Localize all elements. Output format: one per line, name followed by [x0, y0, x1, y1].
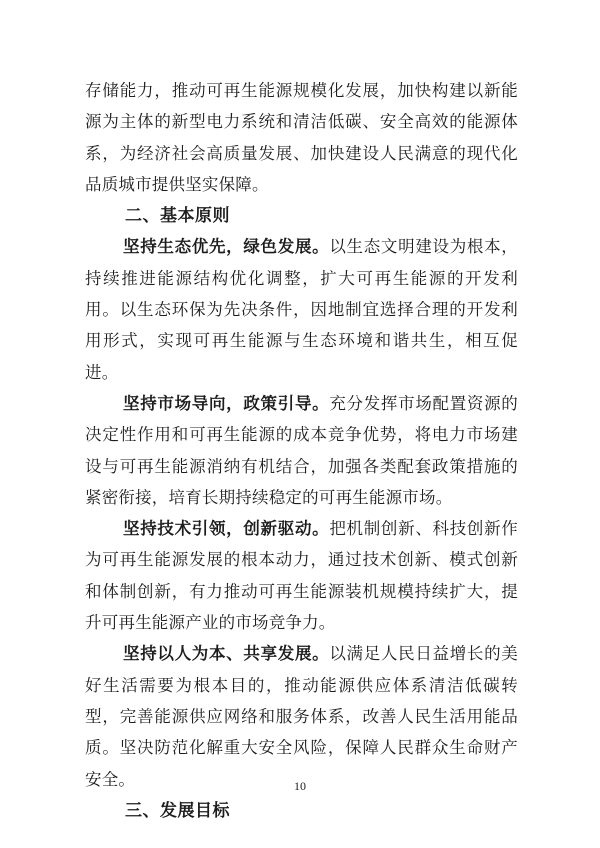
paragraph-text: 以生态文明建设为根本，持续推进能源结构优化调整，扩大可再生能源的开发利用。以生态环保为先决条件，因地制宜选择合理的开发利用形式，实现可再生能源与生态环境和谐共生，相互促进。: [85, 237, 518, 382]
paragraph-lead: 坚持以人为本、共享发展。: [123, 644, 330, 664]
paragraph-market-oriented: [85, 388, 518, 513]
section-heading-basic-principles: 二、基本原则: [125, 206, 230, 226]
paragraph-text: 把机制创新、科技创新作为可再生能源发展的根本动力，通过技术创新、模式创新和体制创新，有力推动可再生能源装机规模持续扩大，提升可再生能源产业的市场竞争力。: [85, 519, 518, 633]
paragraph-continuation: 存储能力，推动可再生能源规模化发展，加快构建以新能源为主体的新型电力系统和清洁低碳、安全高效的能源体系，为经济社会高质量发展、加快建设人民满意的现代化品质城市提供坚实保障。: [85, 81, 518, 194]
page-content: [85, 75, 518, 826]
section-heading-development-goals: 三、发展目标: [125, 800, 230, 820]
paragraph-lead: 坚持技术引领，创新驱动。: [123, 519, 330, 539]
page-number: 10: [294, 779, 306, 793]
paragraph-ecology-first: [85, 231, 518, 387]
paragraph-lead: 坚持市场导向，政策引导。: [123, 393, 330, 413]
paragraph-technology-led: [85, 513, 518, 638]
paragraph-text: 以满足人民日益增长的美好生活需要为根本目的，推动能源供应体系清洁低碳转型，完善能源供应网络和服务体系，改善人民生活用能品质。坚决防范化解重大安全风险，保障人民群众生命财产安全。: [85, 644, 518, 789]
paragraph-people-oriented: [85, 638, 518, 794]
paragraph-lead: 坚持生态优先，绿色发展。: [123, 237, 330, 257]
paragraph-text: 充分发挥市场配置资源的决定性作用和可再生能源的成本竞争优势，将电力市场建设与可再生能源消纳有机结合，加强各类配套政策措施的紧密衔接，培育长期持续稳定的可再生能源市场。: [85, 393, 518, 507]
